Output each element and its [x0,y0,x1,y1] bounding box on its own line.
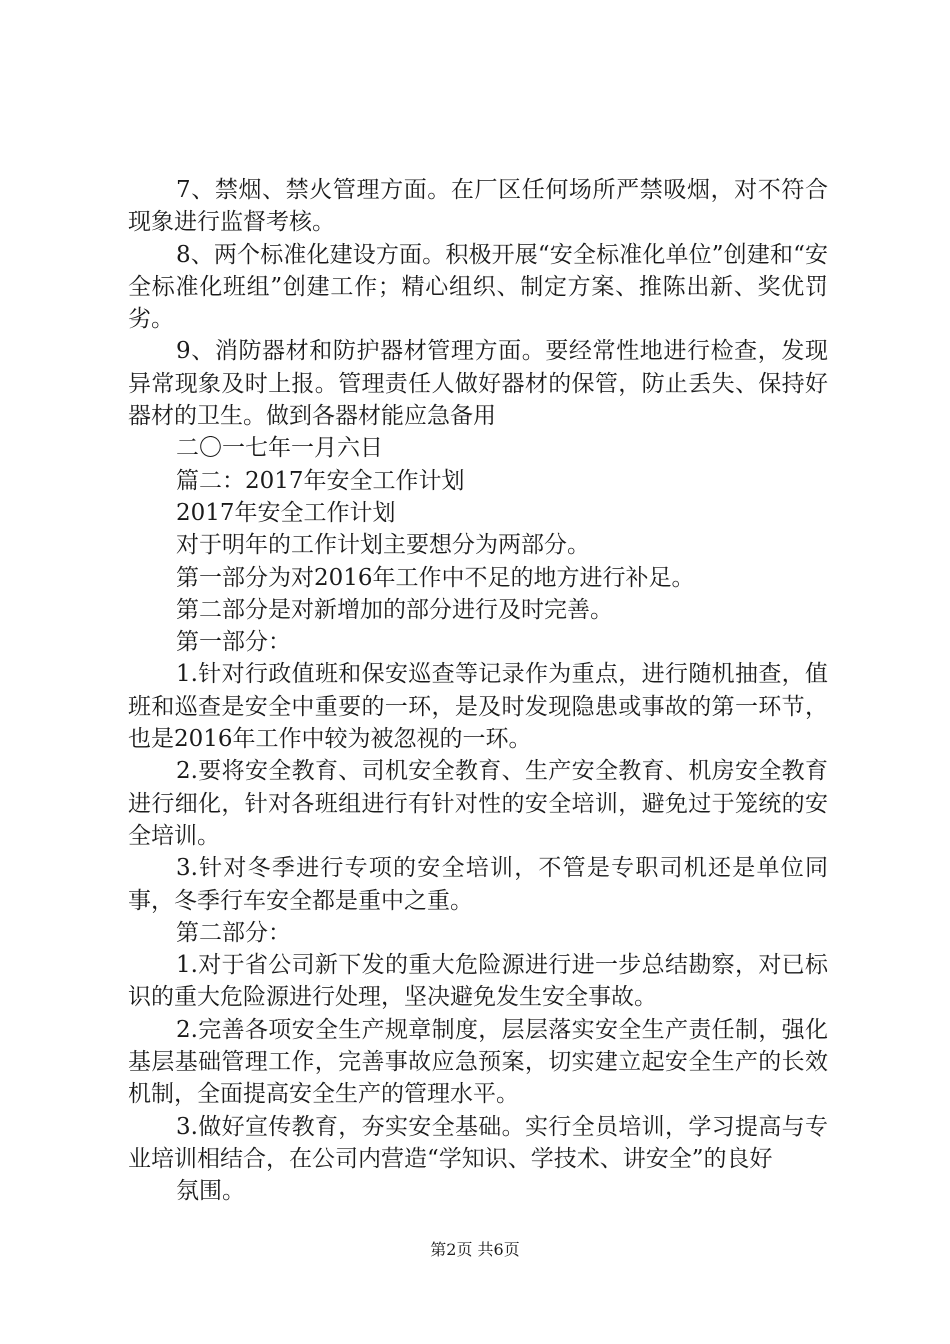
document-body [128,174,828,1208]
paragraph-atmosphere: 氛围。 [176,1178,245,1205]
list-item-part-two-2: 2.完善各项安全生产规章制度，层层落实安全生产责任制，强化基层基础管理工作，完善事故应急预案，切实建立起安全生产的长效机制，全面提高安全生产的管理水平。 [128,1016,828,1108]
heading-part-two: 第二部分： [176,919,291,946]
date-line: 二〇一七年一月六日 [176,435,383,462]
paragraph-part-two-summary: 第二部分是对新增加的部分进行及时完善。 [176,596,613,623]
list-item-part-one-3: 3.针对冬季进行专项的安全培训，不管是专职司机还是单位同事，冬季行车安全都是重中之重。 [128,855,828,914]
list-item-part-one-2: 2.要将安全教育、司机安全教育、生产安全教育、机房安全教育进行细化，针对各班组进行有针对性的安全培训，避免过于笼统的安全培训。 [128,758,828,849]
paragraph-standardization: 8、两个标准化建设方面。积极开展“安全标准化单位”创建和“安全标准化班组”创建工作；精心组织、制定方案、推陈出新、奖优罚劣。 [128,241,828,333]
plan-title: 2017年安全工作计划 [176,499,396,526]
list-item-part-one-1: 1.针对行政值班和保安巡查等记录作为重点，进行随机抽查，值班和巡查是安全中重要的一环，是及时发现隐患或事故的第一环节，也是2016年工作中较为被忽视的一环。 [128,661,828,753]
paragraph-part-one-summary: 第一部分为对2016年工作中不足的地方进行补足。 [176,564,695,591]
section-heading-part-two: 篇二：2017年安全工作计划 [176,467,465,494]
list-item-part-two-3: 3.做好宣传教育，夯实安全基础。实行全员培训，学习提高与专业培训相结合，在公司内营造“学知识、学技术、讲安全”的良好 [128,1113,828,1172]
paragraph-intro: 对于明年的工作计划主要想分为两部分。 [176,532,590,559]
paragraph-smoking-fire: 7、禁烟、禁火管理方面。在厂区任何场所严禁吸烟，对不符合现象进行监督考核。 [128,177,828,236]
page-footer: 第2页 共6页 [430,1240,520,1259]
list-item-part-two-1: 1.对于省公司新下发的重大危险源进行进一步总结勘察，对已标识的重大危险源进行处理，坚决避免发生安全事故。 [128,952,828,1011]
paragraph-fire-equipment: 9、消防器材和防护器材管理方面。要经常性地进行检查，发现异常现象及时上报。管理责任人做好器材的保管，防止丢失、保持好器材的卫生。做到各器材能应急备用 [128,338,828,430]
heading-part-one: 第一部分： [176,629,291,656]
